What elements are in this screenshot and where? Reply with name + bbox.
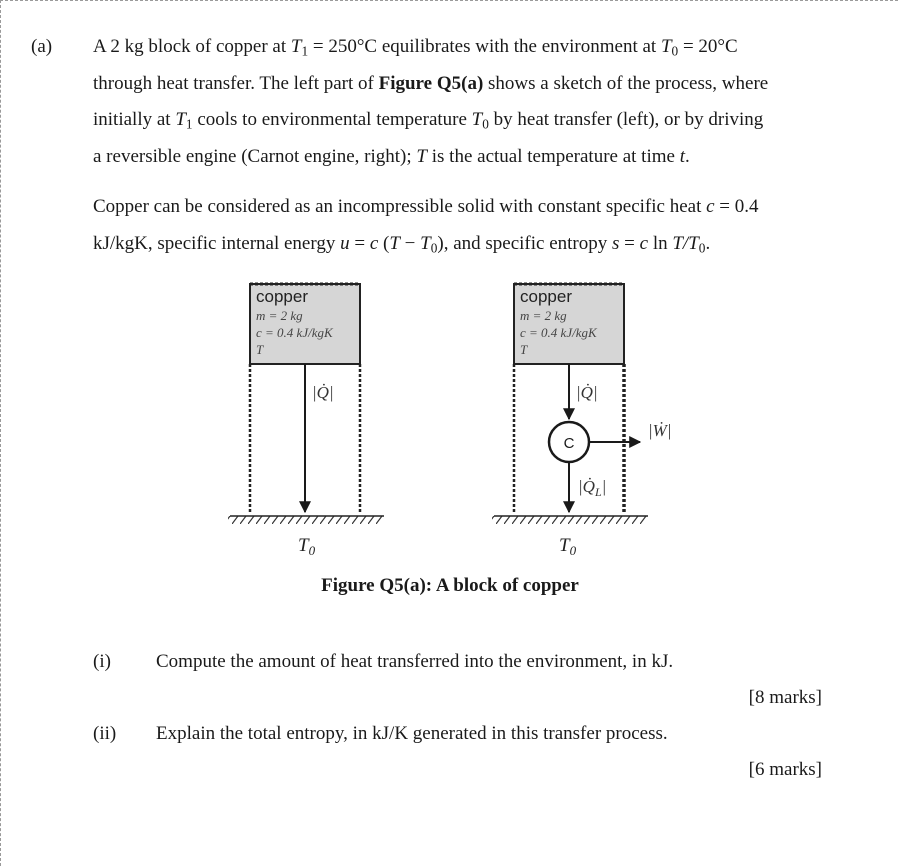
para1-line-2: through heat transfer. The left part of Figure Q5(a) shows a sketch of the process, where	[93, 72, 769, 94]
left-mass: m = 2 kg	[256, 308, 303, 323]
work-label: |Ẇ|	[648, 421, 672, 440]
question-1-label: (i)	[93, 651, 111, 672]
para1-line-3: initially at $T_1$ cools to environmental temperature $T_0$ by heat transfer (left), or by driving	[93, 109, 764, 132]
para2-line-2: kJ/kgK, specific internal energy u = c $(T - T_0)$, and specific entropy s = c $\ln T/T_0$.	[93, 232, 711, 255]
question-2-text: Explain the total entropy, in kJ/K generated in this transfer process.	[156, 723, 668, 744]
rejected-heat-label: $|Q̇_L|$	[578, 477, 607, 499]
figure-caption: Figure Q5(a): A block of copper	[321, 575, 579, 596]
left-copper-title: copper	[256, 287, 308, 306]
right-mass: m = 2 kg	[520, 308, 567, 323]
carnot-engine-label: C	[563, 435, 575, 452]
right-env-temp: $T_0$	[559, 535, 577, 558]
right-ground-hatch	[492, 516, 648, 524]
right-diagram	[492, 284, 672, 558]
left-q-label: |Q̇|	[312, 383, 334, 402]
left-diagram	[228, 284, 384, 558]
left-env-temp: $T_0$	[298, 535, 316, 558]
left-ground-hatch	[228, 516, 384, 524]
right-specific-heat: c = 0.4 kJ/kgK	[520, 325, 597, 340]
copper-block-figure	[216, 276, 672, 576]
left-temp: T	[256, 342, 264, 357]
question-1-marks: [8 marks]	[748, 687, 822, 708]
question-2-label: (ii)	[93, 723, 117, 744]
part-label: (a)	[31, 36, 53, 57]
right-q-label: |Q̇|	[576, 383, 598, 402]
problem-paragraph-1	[93, 29, 833, 175]
para1-line-4: a reversible engine (Carnot engine, right); T is the actual temperature at time t.	[93, 145, 690, 167]
para2-line-1: Copper can be considered as an incompressible solid with constant specific heat c = 0.4	[93, 196, 759, 217]
right-copper-title: copper	[520, 287, 572, 306]
question-2-marks: [6 marks]	[748, 759, 822, 780]
right-temp: T	[520, 342, 528, 357]
left-specific-heat: c = 0.4 kJ/kgK	[256, 325, 333, 340]
figure-reference: Figure Q5(a)	[378, 72, 484, 94]
question-1-text: Compute the amount of heat transferred into the environment, in kJ.	[156, 651, 674, 672]
para1-line-1: A 2 kg block of copper at $T_1 = 250^\circ C$ equilibrates with the environment at $T_0 = 20^\circ C$	[93, 36, 738, 59]
problem-paragraph-2	[93, 189, 833, 262]
